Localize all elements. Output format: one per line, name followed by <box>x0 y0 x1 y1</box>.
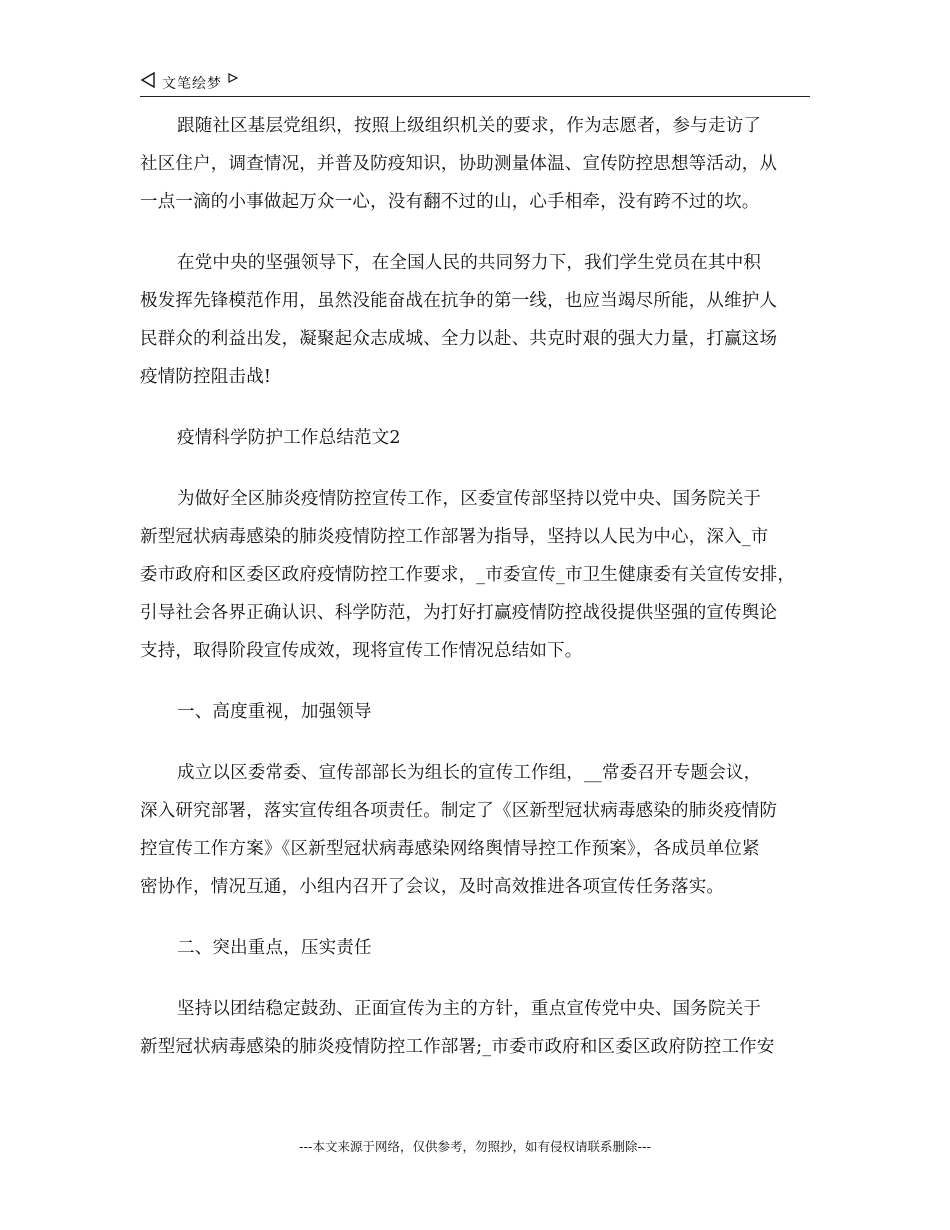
text-line: 疫情防控阻击战! <box>140 367 272 387</box>
paragraph <box>140 480 812 670</box>
paragraph <box>140 107 812 221</box>
forward-triangle-icon[interactable] <box>228 73 238 83</box>
text-line: 跟随社区基层党组织，按照上级组织机关的要求，作为志愿者，参与走访了 <box>177 116 762 136</box>
text-line: 新型冠状病毒感染的肺炎疫情防控工作部署为指导，坚持以人民为中心，深入_市 <box>140 527 769 547</box>
document-body <box>140 107 812 1089</box>
text-line: 密协作，情况互通，小组内召开了会议，及时高效推进各项宣传任务落实。 <box>140 877 725 897</box>
text-line: 社区住户，调查情况，并普及防疫知识，协助测量体温、宣传防控思想等活动，从 <box>140 154 778 174</box>
text-line: 二、突出重点，压实责任 <box>177 938 372 958</box>
section-heading <box>140 929 812 967</box>
text-line: 深入研究部署，落实宣传组各项责任。制定了《区新型冠状病毒感染的肺炎疫情防 <box>140 801 778 821</box>
text-line: 引导社会各界正确认识、科学防范，为打好打赢疫情防控战役提供坚强的宣传舆论 <box>140 603 778 623</box>
text-line: 在党中央的坚强领导下，在全国人民的共同努力下，我们学生党员在其中积 <box>177 253 762 273</box>
text-line: 成立以区委常委、宣传部部长为组长的宣传工作组，__常委召开专题会议， <box>177 763 762 783</box>
text-line: 极发挥先锋模范作用，虽然没能奋战在抗争的第一线，也应当竭尽所能，从维护人 <box>140 291 778 311</box>
text-line: 坚持以团结稳定鼓劲、正面宣传为主的方针，重点宣传党中央、国务院关于 <box>177 999 762 1019</box>
paragraph <box>140 990 812 1066</box>
text-line: 民群众的利益出发，凝聚起众志成城、全力以赴、共克时艰的强大力量，打赢这场 <box>140 329 778 349</box>
text-line: 委市政府和区委区政府疫情防控工作要求，_市委宣传_市卫生健康委有关宣传安排， <box>140 565 796 585</box>
page-header <box>140 70 810 97</box>
text-line: 为做好全区肺炎疫情防控宣传工作，区委宣传部坚持以党中央、国务院关于 <box>177 489 762 509</box>
text-line: 一、高度重视，加强领导 <box>177 702 372 722</box>
text-line: 控宣传工作方案》《区新型冠状病毒感染网络舆情导控工作预案》，各成员单位紧 <box>140 839 760 859</box>
section-heading <box>140 419 812 457</box>
paragraph <box>140 754 812 906</box>
text-line: 一点一滴的小事做起万众一心，没有翻不过的山，心手相牵，没有跨不过的坎。 <box>140 192 760 212</box>
text-line: 疫情科学防护工作总结范文2 <box>177 428 401 448</box>
paragraph <box>140 244 812 396</box>
text-line: 新型冠状病毒感染的肺炎疫情防控工作部署;_市委市政府和区委区政府防控工作安 <box>140 1037 775 1057</box>
back-triangle-icon[interactable] <box>140 72 156 88</box>
section-heading <box>140 693 812 731</box>
text-line: 支持，取得阶段宣传成效，现将宣传工作情况总结如下。 <box>140 641 583 661</box>
footer-disclaimer: ---本文来源于网络，仅供参考，勿照抄，如有侵权请联系删除--- <box>298 1139 652 1154</box>
brand-title: 文笔绘梦 <box>162 76 222 92</box>
